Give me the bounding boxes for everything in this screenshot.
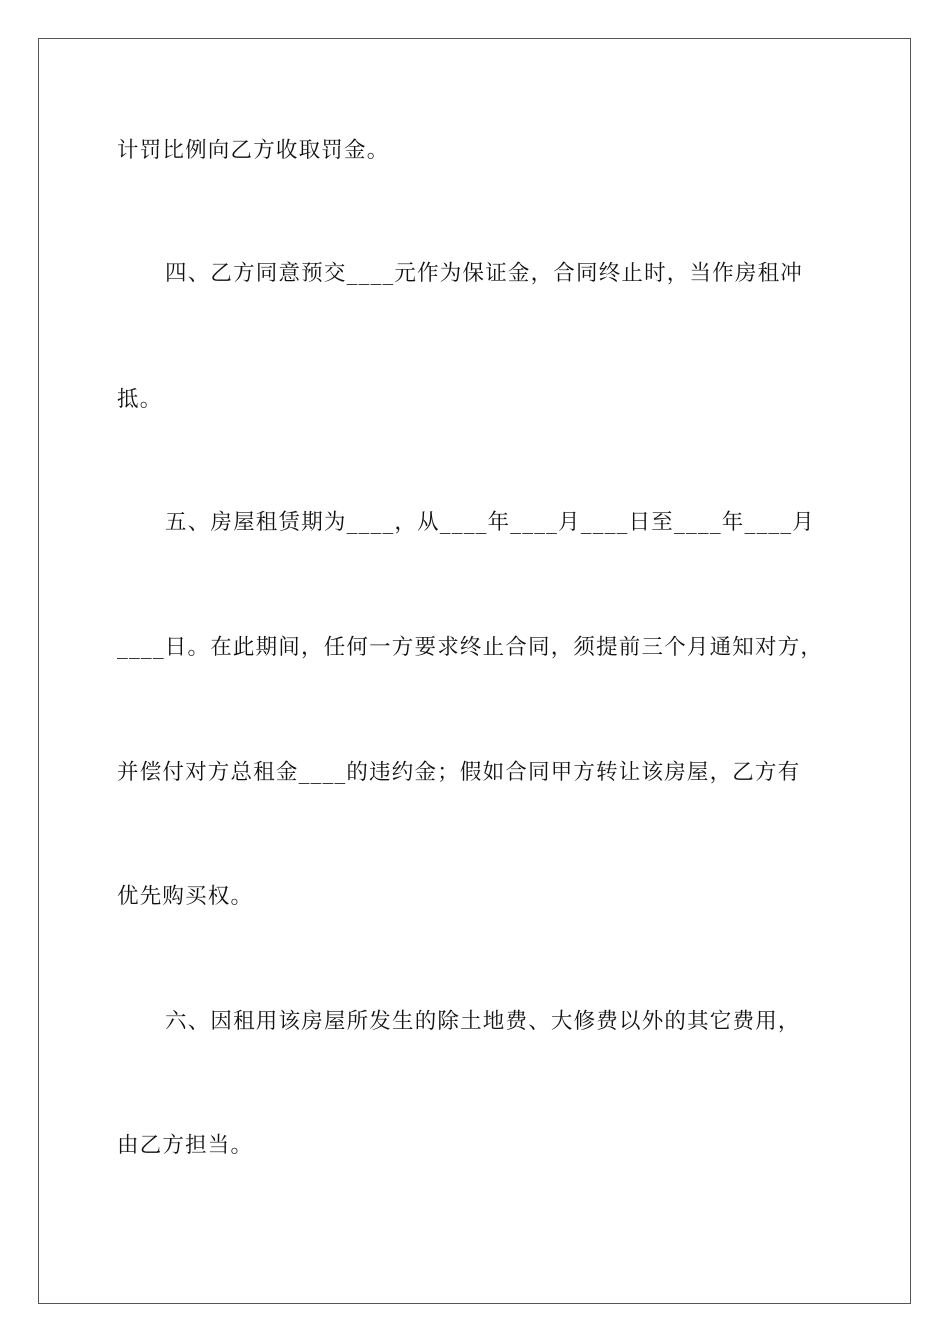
text-line-1: 计罚比例向乙方收取罚金。 [117, 138, 390, 163]
clause-4-line-2: 抵。 [117, 387, 163, 412]
clause-5-line-2: ____日。在此期间，任何一方要求终止合同，须提前三个月通知对方， [117, 635, 824, 660]
clause-4-line-1: 四、乙方同意预交____元作为保证金，合同终止时，当作房租冲 [165, 261, 804, 286]
page-border [38, 38, 911, 1304]
clause-5-line-4: 优先购买权。 [117, 884, 254, 909]
clause-6-line-1: 六、因租用该房屋所发生的除土地费、大修费以外的其它费用， [165, 1009, 801, 1034]
clause-6-line-2: 由乙方担当。 [117, 1133, 254, 1158]
clause-5-line-1: 五、房屋租赁期为____，从____年____月____日至____年____月 [165, 510, 816, 535]
clause-5-line-3: 并偿付对方总租金____的违约金；假如合同甲方转让该房屋，乙方有 [117, 760, 801, 785]
